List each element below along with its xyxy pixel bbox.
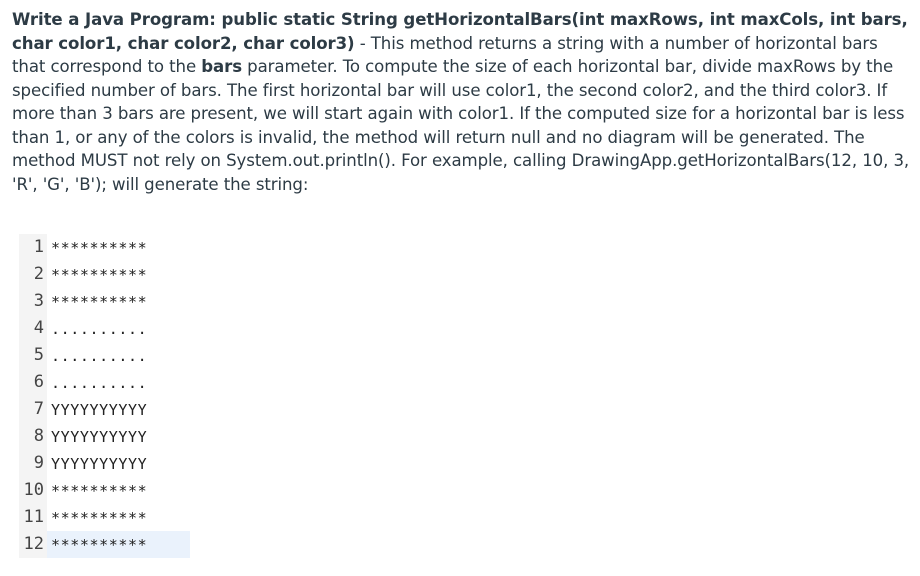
code-line-text: YYYYYYYYYY <box>51 454 148 473</box>
code-line-text: .......... <box>51 346 148 365</box>
line-number: 11 <box>19 504 47 531</box>
code-line <box>19 234 190 261</box>
line-number: 1 <box>19 234 47 261</box>
line-number: 8 <box>19 423 47 450</box>
code-line <box>19 342 190 369</box>
line-number: 12 <box>19 531 47 558</box>
code-line-text: ********** <box>51 508 148 527</box>
code-line <box>19 450 190 477</box>
line-number: 4 <box>19 315 47 342</box>
code-line-text: YYYYYYYYYY <box>51 427 148 446</box>
code-line <box>19 477 190 504</box>
line-number: 5 <box>19 342 47 369</box>
code-line <box>19 288 190 315</box>
question-text-part-2: parameter. To compute the size of each horizontal bar, divide maxRows by the specified number of bars. The first horizontal bar will use color1, the second color2, and the third color3. If more than 3 bars are present, we will start again with color1. If the computed size for a horizontal bar is less than 1, or any of the colors is invalid, the method will return null and no diagram will be generated. The method MUST not rely on System.out.println(). For example, calling DrawingApp.getHorizontalBars(12, 10, 3, 'R', 'G', 'B'); will generate the string: <box>12 57 910 194</box>
line-number: 10 <box>19 477 47 504</box>
line-number: 6 <box>19 369 47 396</box>
code-line-text: ********** <box>51 481 148 500</box>
question-text-part-1: - This method returns a string with a number of horizontal bars that correspond to the <box>12 33 878 76</box>
intro-label: Write a Java Program: <box>12 10 222 29</box>
code-line-text: YYYYYYYYYY <box>51 400 148 419</box>
code-block <box>19 234 190 560</box>
code-line <box>19 504 190 531</box>
code-line-text: .......... <box>51 373 148 392</box>
code-line-text: ********** <box>51 292 148 311</box>
code-line-text: .......... <box>51 319 148 338</box>
code-line <box>19 423 190 450</box>
line-number: 2 <box>19 261 47 288</box>
code-line <box>19 261 190 288</box>
bars-keyword: bars <box>201 57 242 76</box>
code-line <box>19 369 190 396</box>
code-line-text: ********** <box>51 265 148 284</box>
code-line-text: ********** <box>51 535 148 554</box>
code-line-text: ********** <box>51 238 148 257</box>
line-number: 7 <box>19 396 47 423</box>
line-number: 9 <box>19 450 47 477</box>
code-line <box>19 396 190 423</box>
code-line <box>19 315 190 342</box>
code-line-highlighted <box>19 531 190 558</box>
question-text <box>12 8 912 196</box>
method-signature: public static String getHorizontalBars(int maxRows, int maxCols, int bars, char color1, char color2, char color3) <box>12 10 908 53</box>
line-number: 3 <box>19 288 47 315</box>
